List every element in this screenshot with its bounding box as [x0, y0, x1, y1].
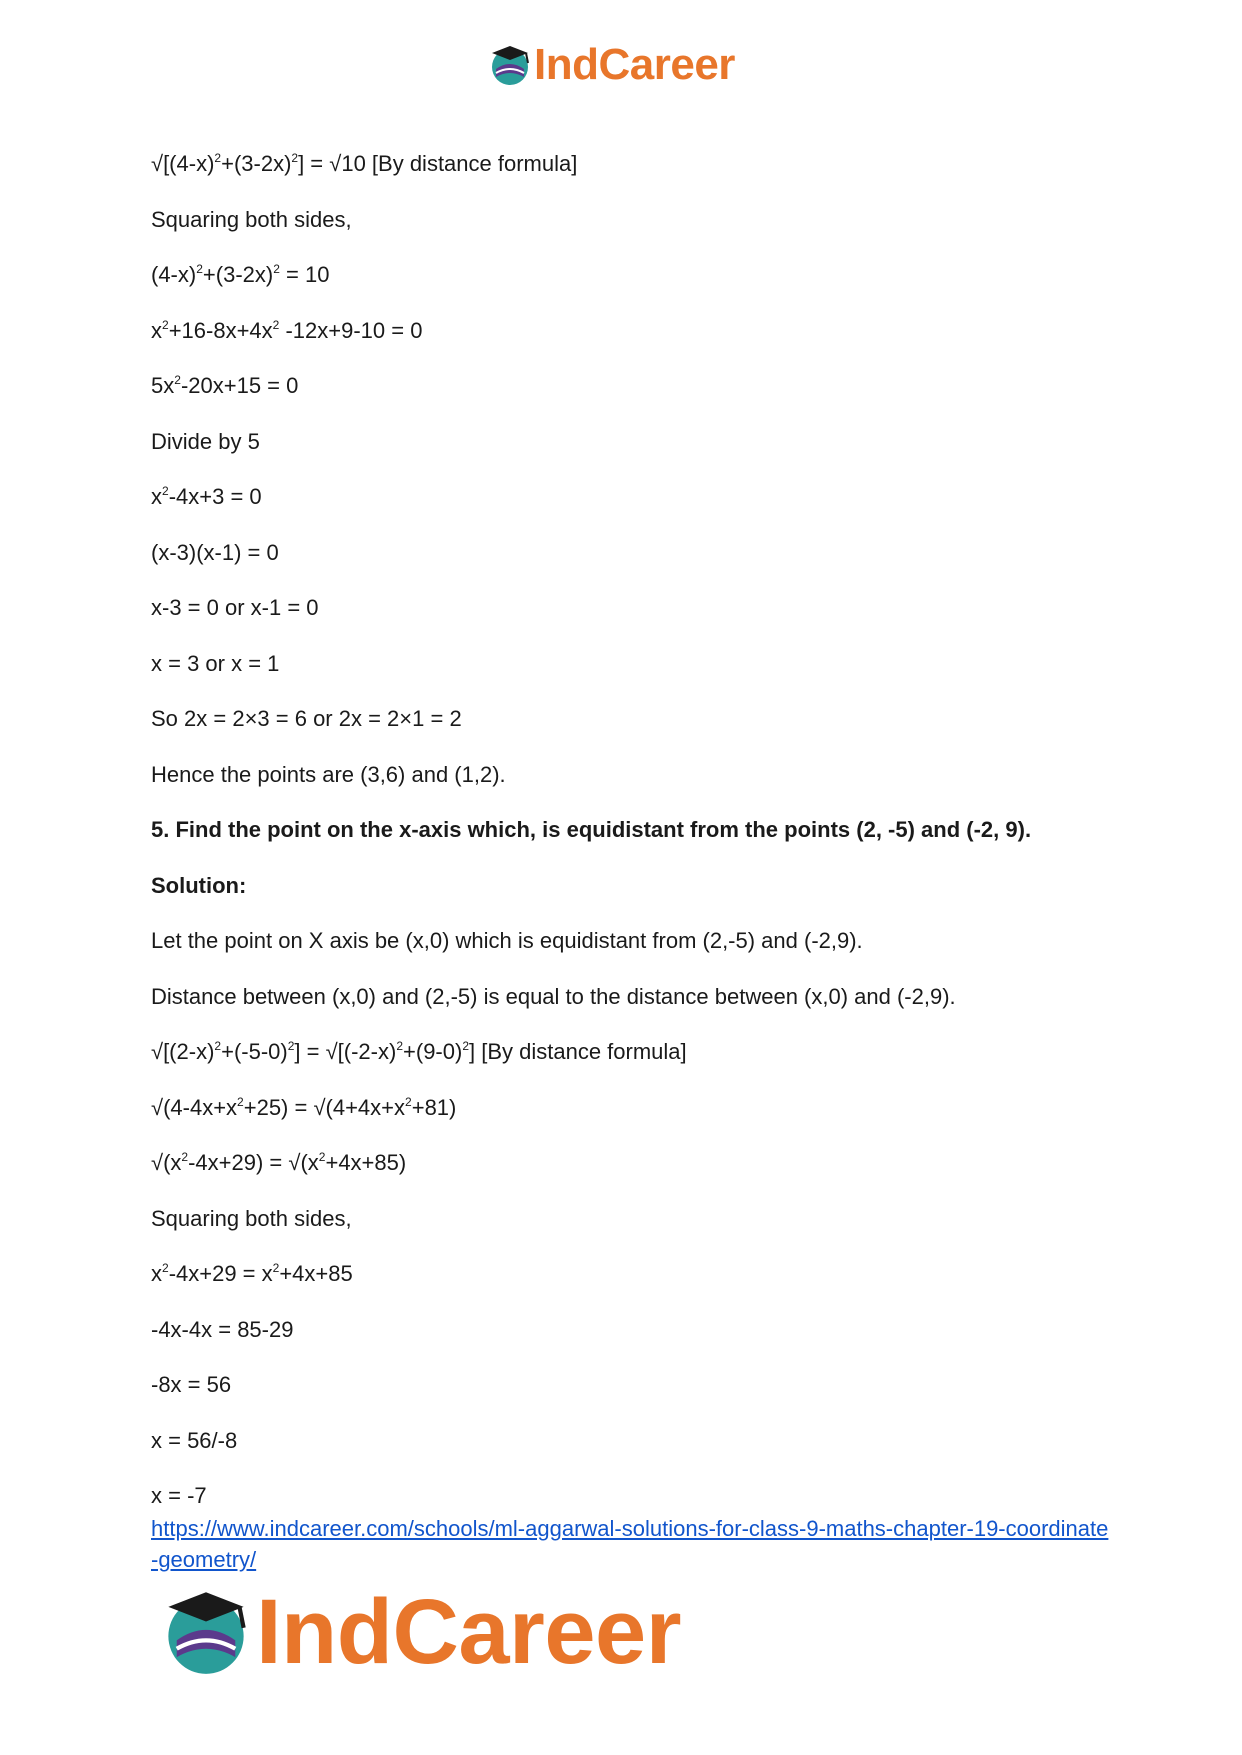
logo-text: IndCareer	[256, 1581, 681, 1683]
solution-line: $√(4-4x+x^2+25) = √(4+4x+x^2+81)$	[151, 1094, 457, 1120]
solution-line: Divide by 5	[151, 428, 260, 454]
solution-line: $x^2-4x+29 = x^2+4x+85$	[151, 1261, 353, 1286]
solution-line: x-3 = 0 or x-1 = 0	[151, 595, 319, 620]
solution-line: $(4-x)^2+(3-2x)^2 = 10$	[151, 262, 330, 287]
solution-line: So 2x = 2×3 = 6 or 2x = 2×1 = 2	[151, 706, 462, 731]
solution-line: (x-3)(x-1) = 0	[151, 539, 279, 565]
solution-line: Hence the points are (3,6) and (1,2).	[151, 761, 506, 787]
header-logo	[488, 40, 735, 90]
solution-line: x = -7	[151, 1483, 207, 1508]
question-line: Solution:	[151, 872, 247, 898]
solution-content	[151, 142, 1111, 1530]
graduation-globe-icon	[488, 43, 532, 87]
solution-line: Let the point on X axis be (x,0) which is equidistant from (2,-5) and (-2,9).	[151, 928, 863, 953]
solution-line: Squaring both sides,	[151, 1205, 352, 1231]
solution-line: -4x-4x = 85-29	[151, 1316, 294, 1342]
solution-line: $√(x^2-4x+29) = √(x^2+4x+85)$	[151, 1150, 407, 1175]
solution-line: $x^2-4x+3 = 0$	[151, 484, 262, 509]
solution-line: -8x = 56	[151, 1372, 232, 1397]
solution-line: Squaring both sides,	[151, 206, 352, 232]
solution-line: x = 56/-8	[151, 1427, 238, 1453]
logo-text: IndCareer	[534, 40, 735, 89]
solution-line: $√[(4-x)^2+(3-2x)^2] = √10$ [By distance formula]	[151, 151, 578, 176]
solution-line: $5x^2-20x+15 = 0$	[151, 373, 299, 398]
graduation-globe-icon	[160, 1586, 252, 1678]
solution-line: $√[(2-x)^2+(-5-0)^2] = √[(-2-x)^2+(9-0)^2]$ [By distance formula]	[151, 1039, 687, 1064]
footer-logo	[160, 1582, 681, 1682]
source-link[interactable]: https://www.indcareer.com/schools/ml-aggarwal-solutions-for-class-9-maths-chapter-19-coordinate-geometry/	[151, 1516, 1109, 1572]
question-line: 5. Find the point on the x-axis which, is equidistant from the points (2, -5) and (-2, 9).	[151, 817, 1032, 842]
solution-line: Distance between (x,0) and (2,-5) is equal to the distance between (x,0) and (-2,9).	[151, 983, 956, 1009]
solution-line: x = 3 or x = 1	[151, 650, 280, 676]
solution-line: $x^2+16-8x+4x^2$ -12x+9-10 = 0	[151, 317, 423, 343]
